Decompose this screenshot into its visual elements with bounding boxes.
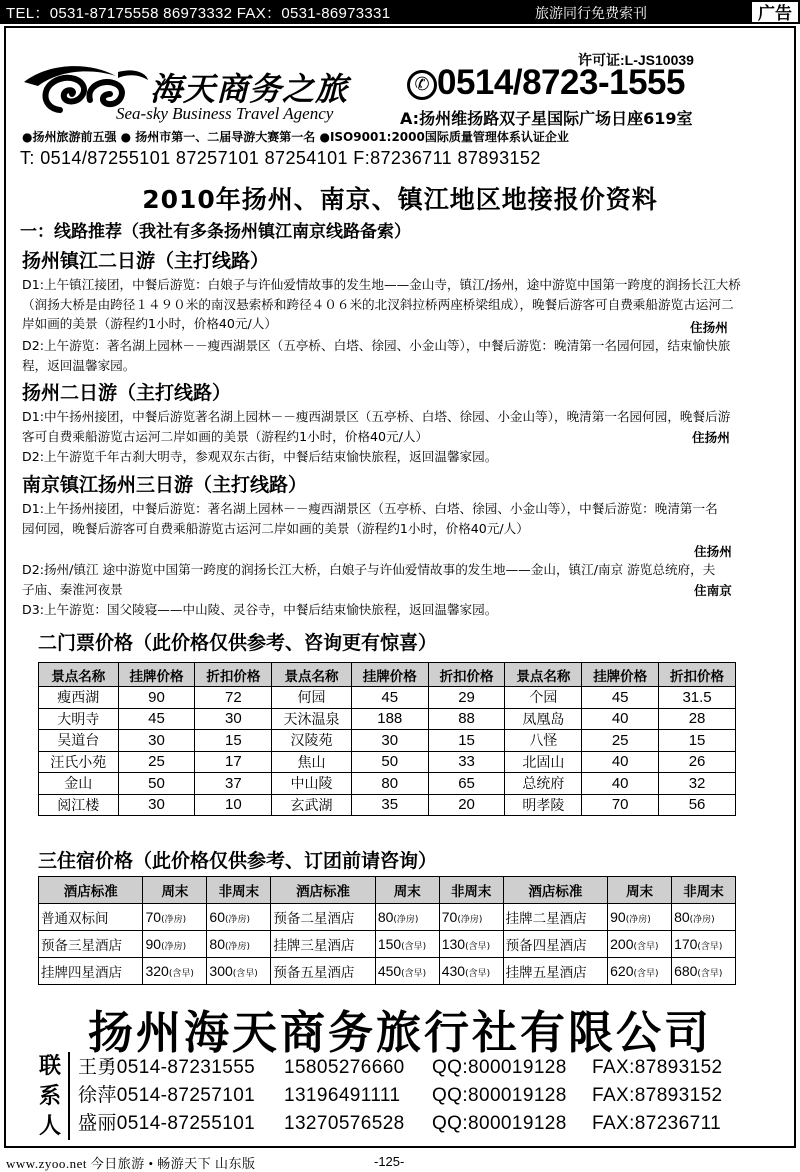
price-value: 80 [377,909,394,925]
list-price: 50 [118,773,195,795]
contact-mobile: 13270576528 [284,1113,405,1134]
route-stay: 住扬州 [694,544,732,559]
price-note: (净房) [393,915,419,925]
table-row [39,708,736,730]
price-note: (含早) [401,969,427,979]
route-day: D2:上午游览千年古刹大明寺，参观双东古街，中餐后结束愉快旅程，返回温馨家园。 [22,449,498,464]
discount-price: 56 [659,794,736,816]
route-title: 扬州二日游（主打线路） [22,382,232,404]
discount-price: 15 [195,730,272,752]
price-value: 170 [674,936,698,952]
discount-price: 10 [195,794,272,816]
list-price: 25 [582,730,659,752]
table-header-cell: 折扣价格 [195,663,272,687]
list-price: 25 [118,751,195,773]
route-title: 南京镇江扬州三日游（主打线路） [22,474,308,496]
route-day: D2:上午游览：著名湖上园林－－瘦西湖景区（五亭桥、白塔、徐园、小金山等），中餐后游览：晚清第一名园何园，结束愉快旅程，返回温馨家园。 [22,338,731,373]
phone-icon: ✆ [407,70,437,100]
weekday-price [672,958,736,985]
honors-line: ●扬州旅游前五强 ● 扬州市第一、二届导游大赛第一名 ●ISO9001:2000国际质量管理体系认证企业 [22,130,569,144]
contact-fax: FAX:87893152 [592,1085,723,1106]
price-value: 450 [377,963,402,979]
page-number: -125- [374,1154,405,1169]
route-day: D3:上午游览：国父陵寝——中山陵、灵谷寺，中餐后结束愉快旅程，返回温馨家园。 [22,602,498,617]
route-title: 扬州镇江二日游（主打线路） [22,250,270,272]
price-value: 80 [209,936,225,952]
contact-qq: QQ:800019128 [432,1113,567,1134]
attraction-name: 八怪 [505,730,582,752]
attraction-name: 中山陵 [272,773,352,795]
attraction-name: 总统府 [505,773,582,795]
list-price: 188 [351,708,428,730]
discount-price: 29 [428,687,505,709]
route-day: D1:中午扬州接团，中餐后游览著名湖上园林－－瘦西湖景区（五亭桥、白塔、徐园、小金山等），晚清第一名园何园，晚餐后游客可自费乘船游览古运河二岸如画的美景（游程约1小时，价格40元/人） [22,409,731,444]
price-value: 80 [674,909,690,925]
price-note: (含早) [465,942,491,952]
table-row [39,773,736,795]
price-note: (含早) [697,942,723,952]
route-day: D1:上午镇江接团，中餐后游览：白娘子与许仙爱情故事的发生地——金山寺，镇江/扬州，途中游览中国第一跨度的润扬长江大桥（润扬大桥是由跨径１４９０米的南汊悬索桥和跨径４０６米的北汊斜拉桥两座桥梁组成），晚餐后游客可自费乘船游览古运河二岸如画的美景（游程约1小时，价格40元/人） [22,277,741,331]
price-value: 70 [145,909,162,925]
company-name: 扬州海天商务旅行社有限公司 [87,1006,712,1059]
list-price: 90 [118,687,195,709]
contact-row [78,1080,723,1107]
price-value: 300 [209,963,233,979]
price-value: 90 [145,936,162,952]
hotel-standard: 挂牌五星酒店 [503,958,607,985]
table-header-cell: 非周末 [672,877,736,904]
weekend-price [608,904,672,931]
price-note: (含早) [633,969,659,979]
weekday-price [207,904,271,931]
contact-mobile: 15805276660 [284,1057,405,1078]
ticket-section-title: 二门票价格（此价格仅供参考、咨询更有惊喜） [38,632,438,654]
attraction-name: 汉陵苑 [272,730,352,752]
contacts-label [36,1052,64,1142]
price-value: 60 [209,909,225,925]
attraction-name: 北固山 [505,751,582,773]
table-header-cell: 酒店标准 [271,877,375,904]
price-value: 200 [610,936,634,952]
license-number: 许可证:L-JS10039 [578,52,694,68]
route-day: D1:上午扬州接团，中餐后游览：著名湖上园林－－瘦西湖景区（五亭桥、白塔、徐园、小金山等），中餐后游览：晚清第一名园何园，晚餐后游客可自费乘船游览古运河二岸如画的美景（游程约1小时，价格40元/人） [22,501,718,536]
price-value: 70 [441,909,458,925]
contact-row [78,1108,721,1135]
weekend-price [143,958,207,985]
contacts-label-char: 联 [38,1054,61,1079]
attraction-name: 阅江楼 [39,794,119,816]
weekend-price [143,931,207,958]
list-price: 30 [351,730,428,752]
price-note: (含早) [168,969,194,979]
table-header-cell: 周末 [608,877,672,904]
attraction-name: 汪氏小苑 [39,751,119,773]
contact-name-tel: 盛丽0514-87255101 [78,1113,256,1134]
route-day: D2:扬州/镇江 途中游览中国第一跨度的润扬长江大桥，白娘子与许仙爱情故事的发生地——金山，镇江/南京 游览总统府，夫子庙、秦淮河夜景 [22,562,716,597]
discount-price: 28 [659,708,736,730]
price-value: 90 [610,909,626,925]
price-note: (净房) [224,915,251,925]
weekday-price [207,958,271,985]
price-value: 680 [674,963,698,979]
list-price: 40 [582,708,659,730]
weekday-price [207,931,271,958]
hotel-standard: 挂牌四星酒店 [39,958,143,985]
office-address: A:扬州维扬路双子星国际广场日座619室 [400,109,693,128]
page-title: 2010年扬州、南京、镇江地区地接报价资料 [142,185,658,214]
price-note: (净房) [161,942,187,952]
discount-price: 37 [195,773,272,795]
weekday-price [439,904,503,931]
list-price: 80 [351,773,428,795]
hotel-price-table [38,876,736,985]
list-price: 40 [582,751,659,773]
table-header-cell: 景点名称 [39,663,119,687]
price-note: (含早) [697,969,723,979]
price-value: 150 [377,936,402,952]
table-row [39,931,736,958]
contacts-label-char: 系 [38,1084,61,1109]
discount-price: 20 [428,794,505,816]
weekday-price [439,931,503,958]
discount-price: 26 [659,751,736,773]
footer-site: www.zyoo.net 今日旅游 • 畅游天下 山东版 [6,1156,256,1171]
ad-badge: 广告 [750,0,800,24]
discount-price: 72 [195,687,272,709]
top-bar [0,0,800,24]
hotel-standard: 挂牌二星酒店 [503,904,607,931]
discount-price: 17 [195,751,272,773]
contact-mobile: 13196491111 [284,1085,401,1106]
contacts-label-char: 人 [38,1114,61,1139]
table-row [39,687,736,709]
route-stay: 住扬州 [690,320,728,335]
hotel-standard: 预备二星酒店 [271,904,375,931]
price-note: (含早) [232,969,258,979]
price-value: 130 [441,936,466,952]
hotel-section-title: 三住宿价格（此价格仅供参考、订团前请咨询） [38,850,438,872]
contact-name-tel: 徐萍0514-87257101 [78,1085,256,1106]
table-header-cell: 挂牌价格 [582,663,659,687]
price-note: (净房) [224,942,251,952]
table-header-row [39,877,736,904]
table-header-cell: 折扣价格 [659,663,736,687]
attraction-name: 焦山 [272,751,352,773]
price-note: (含早) [401,942,427,952]
list-price: 30 [118,730,195,752]
contact-name-tel: 王勇0514-87231555 [78,1057,256,1078]
table-header-cell: 挂牌价格 [351,663,428,687]
list-price: 50 [351,751,428,773]
contacts-divider [68,1052,70,1140]
table-header-cell: 酒店标准 [39,877,143,904]
route-stay: 住扬州 [692,430,730,445]
table-header-cell: 酒店标准 [503,877,607,904]
weekend-price [375,958,439,985]
contact-row [78,1052,723,1079]
list-price: 45 [118,708,195,730]
attraction-name: 玄武湖 [272,794,352,816]
price-note: (净房) [457,915,483,925]
weekend-price [608,931,672,958]
price-value: 430 [441,963,466,979]
table-row [39,904,736,931]
attraction-name: 明孝陵 [505,794,582,816]
table-header-cell: 非周末 [207,877,271,904]
contact-fax: FAX:87236711 [592,1113,722,1134]
table-header-cell: 景点名称 [272,663,352,687]
attraction-name: 大明寺 [39,708,119,730]
price-note: (净房) [625,915,651,925]
contact-qq: QQ:800019128 [432,1085,567,1106]
table-row [39,730,736,752]
contact-fax: FAX:87893152 [592,1057,723,1078]
attraction-name: 瘦西湖 [39,687,119,709]
attraction-name: 凤凰岛 [505,708,582,730]
tel-fax-line: T: 0514/87255101 87257101 87254101 F:87236711 87893152 [20,148,541,168]
table-header-cell: 非周末 [439,877,503,904]
weekday-price [439,958,503,985]
discount-price: 32 [659,773,736,795]
discount-price: 33 [428,751,505,773]
hotel-standard: 挂牌三星酒店 [271,931,375,958]
price-note: (净房) [689,915,715,925]
price-value: 320 [145,963,169,979]
route-stay: 住南京 [694,583,732,598]
section-routes-title: 一：线路推荐（我社有多条扬州镇江南京线路备索） [20,222,411,242]
table-row [39,958,736,985]
price-note: (含早) [465,969,491,979]
discount-price: 15 [659,730,736,752]
discount-price: 31.5 [659,687,736,709]
hotel-standard: 预备五星酒店 [271,958,375,985]
table-row [39,751,736,773]
table-header-cell: 周末 [143,877,207,904]
attraction-name: 金山 [39,773,119,795]
hotel-standard: 预备四星酒店 [503,931,607,958]
discount-price: 88 [428,708,505,730]
discount-price: 30 [195,708,272,730]
ticket-price-table [38,662,736,816]
weekend-price [375,931,439,958]
top-tel-fax: TEL：0531-87175558 86973332 FAX：0531-86973331 [6,5,391,22]
attraction-name: 个园 [505,687,582,709]
list-price: 35 [351,794,428,816]
attraction-name: 何园 [272,687,352,709]
list-price: 30 [118,794,195,816]
table-header-cell: 挂牌价格 [118,663,195,687]
table-header-cell: 景点名称 [505,663,582,687]
list-price: 45 [351,687,428,709]
list-price: 70 [582,794,659,816]
list-price: 40 [582,773,659,795]
attraction-name: 天沐温泉 [272,708,352,730]
list-price: 45 [582,687,659,709]
weekend-price [608,958,672,985]
table-header-row [39,663,736,687]
discount-price: 15 [428,730,505,752]
weekend-price [143,904,207,931]
brand-name-en: Sea-sky Business Travel Agency [116,104,334,123]
price-note: (净房) [161,915,187,925]
discount-price: 65 [428,773,505,795]
table-header-cell: 周末 [375,877,439,904]
weekday-price [672,904,736,931]
weekday-price [672,931,736,958]
brand-name-cn: 海天商务之旅 [150,70,349,108]
price-value: 620 [610,963,634,979]
table-row [39,794,736,816]
main-phone: 0514/8723-1555 [437,63,685,102]
hotel-standard: 预备三星酒店 [39,931,143,958]
hotel-standard: 普通双标间 [39,904,143,931]
contact-qq: QQ:800019128 [432,1057,567,1078]
price-note: (含早) [633,942,659,952]
table-header-cell: 折扣价格 [428,663,505,687]
top-tagline: 旅游同行免费索刊 [535,6,647,22]
weekend-price [375,904,439,931]
attraction-name: 吴道台 [39,730,119,752]
